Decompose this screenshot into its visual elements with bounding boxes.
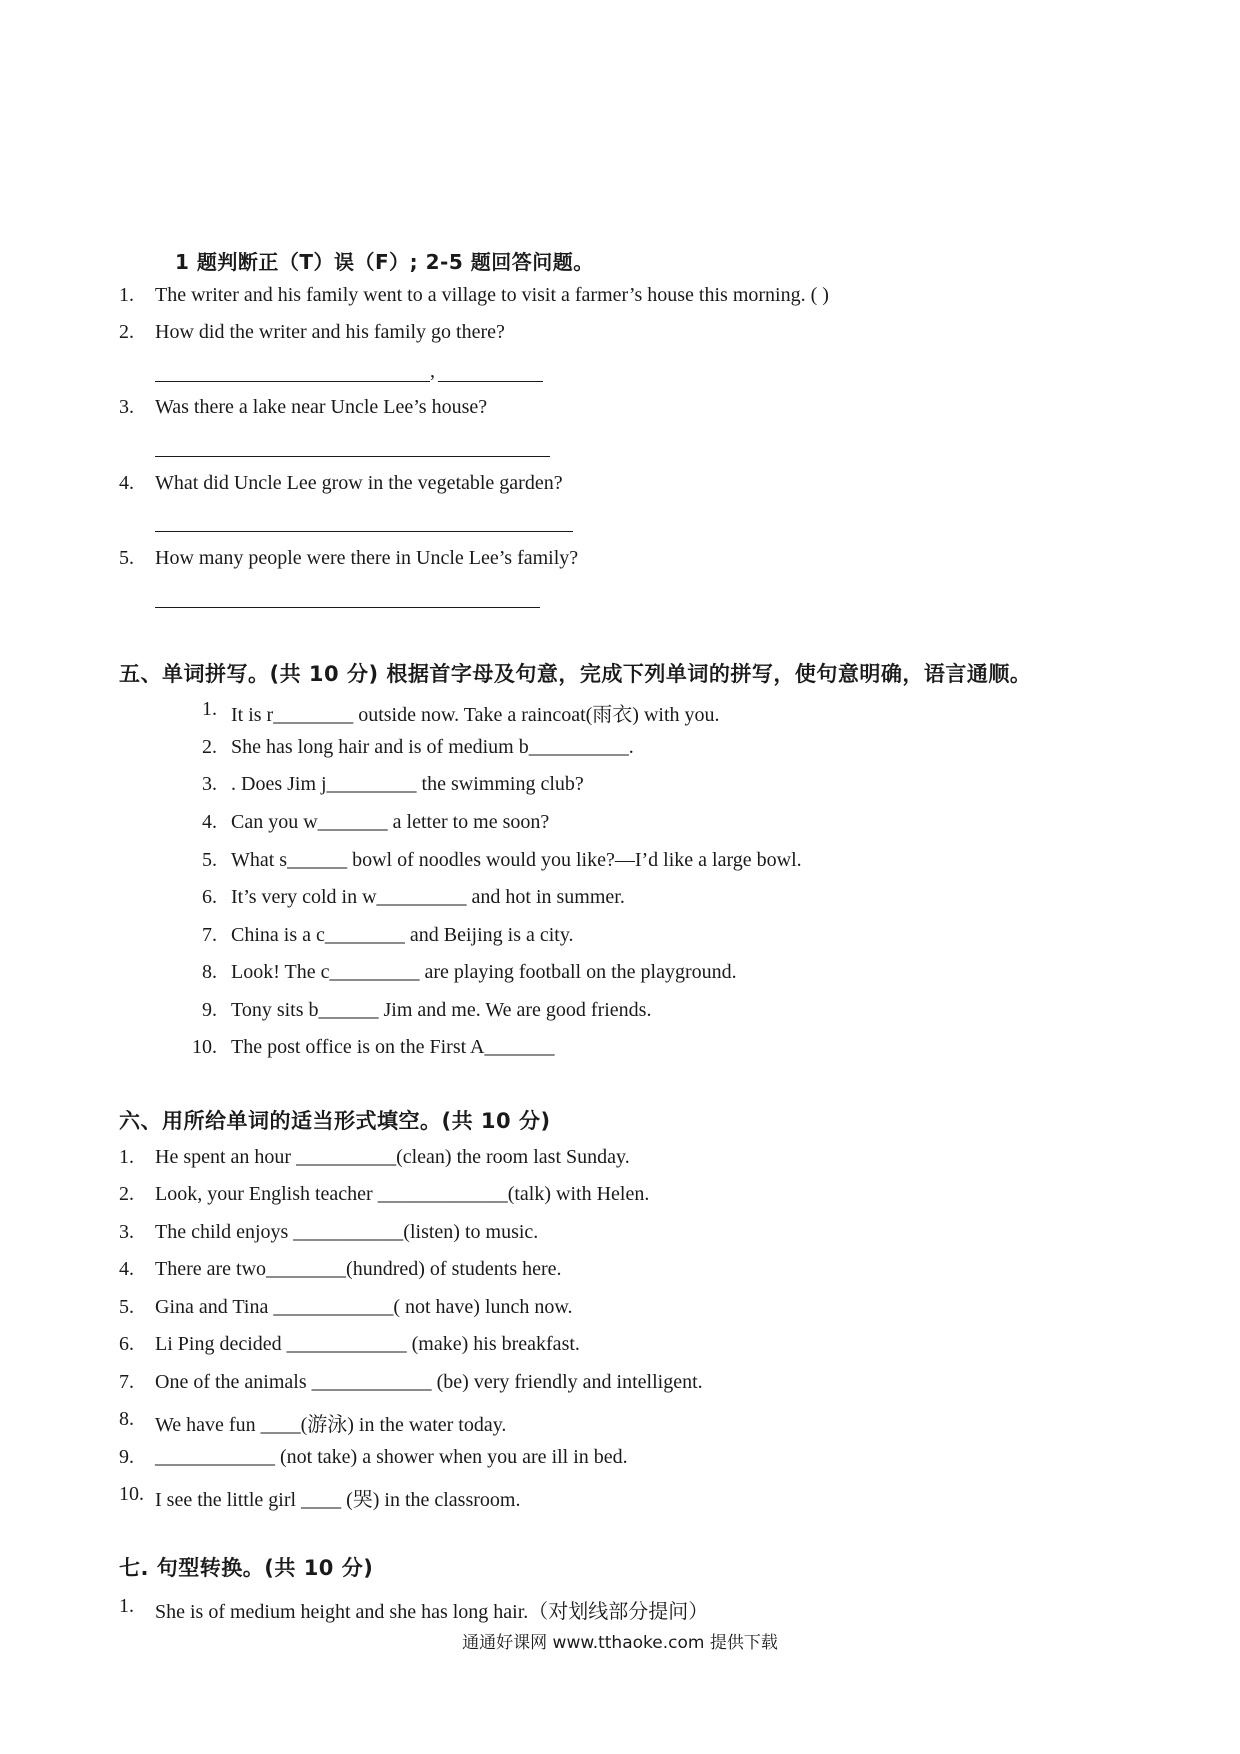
- item-number: 6.: [202, 886, 217, 908]
- spelling-item-6: [202, 886, 625, 909]
- item-text: China is a c________ and Beijing is a city.: [231, 924, 574, 946]
- spelling-item-10: [192, 1036, 555, 1059]
- item-number: 6.: [119, 1333, 134, 1355]
- item-number: 2.: [119, 1183, 134, 1205]
- question-number: 1.: [119, 284, 134, 306]
- item-text: We have fun ____(游泳) in the water today.: [155, 1414, 507, 1436]
- item-number: 5.: [119, 1296, 134, 1318]
- item-number: 5.: [202, 849, 217, 871]
- item-number: 1.: [119, 1146, 134, 1168]
- item-text: He spent an hour __________(clean) the room last Sunday.: [155, 1146, 630, 1168]
- answer-comma: ,: [430, 360, 435, 382]
- item-text: Gina and Tina ____________( not have) lunch now.: [155, 1296, 573, 1318]
- question-text: How many people were there in Uncle Lee’s family?: [155, 547, 579, 569]
- spelling-item-9: [202, 999, 652, 1022]
- item-number: 7.: [202, 924, 217, 946]
- answer-line[interactable]: [155, 381, 430, 382]
- question-number: 5.: [119, 547, 134, 569]
- item-text: She is of medium height and she has long hair.（对划线部分提问）: [155, 1601, 709, 1623]
- item-number: 4.: [202, 811, 217, 833]
- section-6-heading: 六、用所给单词的适当形式填空。(共 10 分): [119, 1109, 551, 1133]
- question-text: What did Uncle Lee grow in the vegetable garden?: [155, 472, 563, 494]
- question-text: The writer and his family went to a village to visit a farmer’s house this morning. ( ): [155, 284, 829, 306]
- item-number: 3.: [202, 773, 217, 795]
- item-text: The post office is on the First A_______: [231, 1036, 555, 1058]
- item-number: 7.: [119, 1371, 134, 1393]
- question-text: How did the writer and his family go there?: [155, 321, 505, 343]
- item-number: 8.: [202, 961, 217, 983]
- item-text: Look! The c_________ are playing football on the playground.: [231, 961, 737, 983]
- question-number: 4.: [119, 472, 134, 494]
- item-number: 1.: [119, 1595, 134, 1617]
- item-number: 9.: [119, 1446, 134, 1468]
- spelling-item-2: [202, 736, 634, 759]
- item-number: 4.: [119, 1258, 134, 1280]
- item-number: 8.: [119, 1408, 134, 1430]
- spelling-item-1: [202, 698, 720, 727]
- item-text: It is r________ outside now. Take a raincoat(雨衣) with you.: [231, 704, 720, 726]
- item-number: 10.: [192, 1036, 217, 1058]
- answer-line[interactable]: [155, 607, 540, 608]
- section-7-heading: 七. 句型转换。(共 10 分): [119, 1556, 374, 1580]
- question-number: 2.: [119, 321, 134, 343]
- item-text: What s______ bowl of noodles would you like?—I’d like a large bowl.: [231, 849, 802, 871]
- spelling-item-5: [202, 849, 802, 872]
- item-text: . Does Jim j_________ the swimming club?: [231, 773, 584, 795]
- spelling-item-7: [202, 924, 574, 947]
- item-text: Li Ping decided ____________ (make) his breakfast.: [155, 1333, 580, 1355]
- reading-instruction: 1 题判断正（T）误（F）; 2-5 题回答问题。: [175, 250, 594, 274]
- item-number: 9.: [202, 999, 217, 1021]
- spelling-item-4: [202, 811, 550, 834]
- spelling-item-3: [202, 773, 584, 796]
- item-text: Tony sits b______ Jim and me. We are good friends.: [231, 999, 652, 1021]
- item-text: It’s very cold in w_________ and hot in summer.: [231, 886, 625, 908]
- spelling-item-8: [202, 961, 737, 984]
- question-text: Was there a lake near Uncle Lee’s house?: [155, 396, 488, 418]
- item-text: One of the animals ____________ (be) very friendly and intelligent.: [155, 1371, 703, 1393]
- item-number: 1.: [202, 698, 217, 720]
- answer-line[interactable]: [155, 531, 573, 532]
- item-text: ____________ (not take) a shower when you are ill in bed.: [155, 1446, 628, 1468]
- item-text: I see the little girl ____ (哭) in the classroom.: [155, 1489, 521, 1511]
- item-number: 2.: [202, 736, 217, 758]
- answer-line[interactable]: [155, 456, 550, 457]
- item-number: 3.: [119, 1221, 134, 1243]
- item-number: 10.: [119, 1483, 144, 1505]
- item-text: She has long hair and is of medium b__________.: [231, 736, 634, 758]
- answer-line[interactable]: [438, 381, 543, 382]
- item-text: Look, your English teacher _____________(talk) with Helen.: [155, 1183, 650, 1205]
- item-text: The child enjoys ___________(listen) to music.: [155, 1221, 539, 1243]
- section-5-heading: 五、单词拼写。(共 10 分) 根据首字母及句意，完成下列单词的拼写，使句意明确，语言通顺。: [119, 662, 1032, 686]
- item-text: There are two________(hundred) of students here.: [155, 1258, 562, 1280]
- item-text: Can you w_______ a letter to me soon?: [231, 811, 550, 833]
- question-number: 3.: [119, 396, 134, 418]
- page-footer: 通通好课网 www.tthaoke.com 提供下载: [462, 1633, 778, 1653]
